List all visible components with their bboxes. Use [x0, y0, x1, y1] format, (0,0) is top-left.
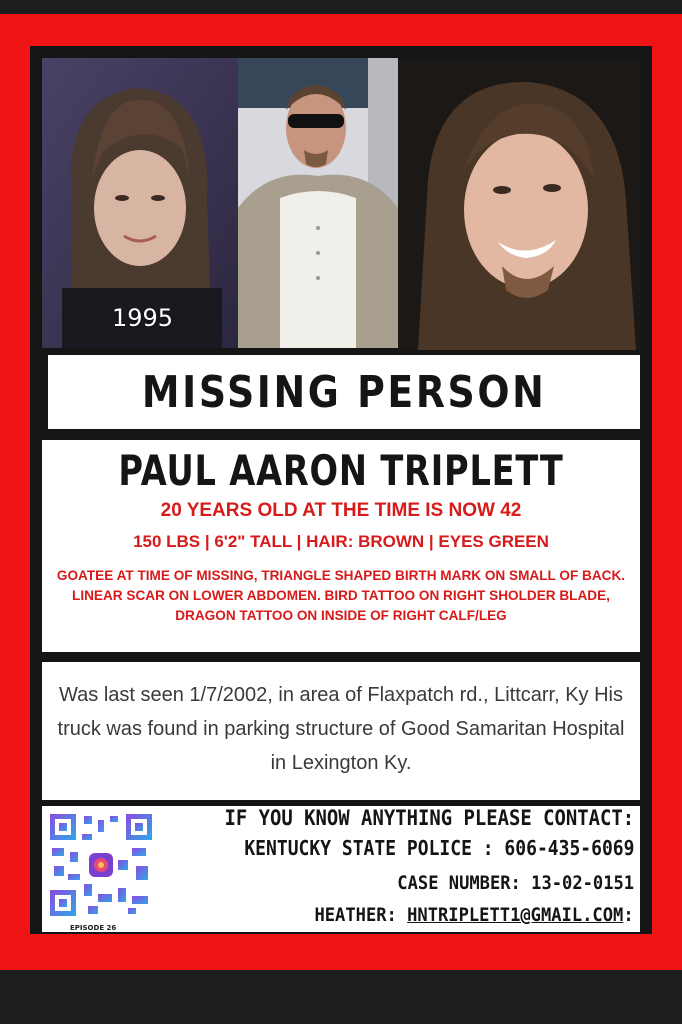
last-seen-panel [42, 662, 640, 800]
top-frame-strip [0, 0, 682, 14]
photo-year-caption: 1995 [112, 304, 174, 332]
qr-code[interactable] [48, 812, 154, 918]
physical-stats-line: 150 LBS | 6'2" TALL | HAIR: BROWN | EYES GREEN [133, 532, 549, 551]
heather-email-link[interactable]: HNTRIPLETT1@GMAIL.COM [407, 904, 624, 926]
person-name: PAUL AARON TRIPLETT [118, 446, 564, 495]
portrait-sunglasses-image [238, 58, 398, 348]
contact-panel [42, 806, 640, 932]
portrait-recent-image [398, 60, 640, 350]
age-line: 20 YEARS OLD AT THE TIME IS NOW 42 [160, 500, 522, 521]
identifying-marks-text: GOATEE AT TIME OF MISSING, TRIANGLE SHAPED BIRTH MARK ON SMALL OF BACK. LINEAR SCAR ON LOWER ABDOMEN. BIRD TATTOO ON RIGHT SHOLDER BLADE, DRAGON TATTOO ON INSIDE OF RIGHT CALF/LEG [56, 568, 626, 623]
last-seen-text: Was last seen 1/7/2002, in area of Flaxpatch rd., Littcarr, Ky His truck was found in parking structure of Good Samaritan Hospital in Lexington Ky. [57, 684, 625, 774]
banner-title: MISSING PERSON [141, 366, 547, 418]
heather-suffix: : [623, 904, 634, 926]
qr-code-icon [48, 812, 154, 918]
photo-recent [398, 60, 640, 350]
bottom-frame-strip [0, 970, 682, 1024]
photo-1995 [42, 58, 238, 348]
poster-inner-panel [30, 46, 652, 934]
police-contact: KENTUCKY STATE POLICE : 606-435-6069 [243, 836, 634, 860]
missing-poster [0, 14, 682, 970]
qr-caption: EPISODE 26 [70, 924, 117, 932]
person-details-panel [42, 440, 640, 652]
heather-label: HEATHER: [314, 904, 408, 926]
heather-contact [315, 904, 634, 926]
case-number: CASE NUMBER: 13-02-0151 [397, 872, 634, 894]
contact-header: IF YOU KNOW ANYTHING PLEASE CONTACT: [224, 806, 634, 830]
photo-sunglasses [238, 58, 398, 348]
missing-person-banner [48, 355, 640, 429]
